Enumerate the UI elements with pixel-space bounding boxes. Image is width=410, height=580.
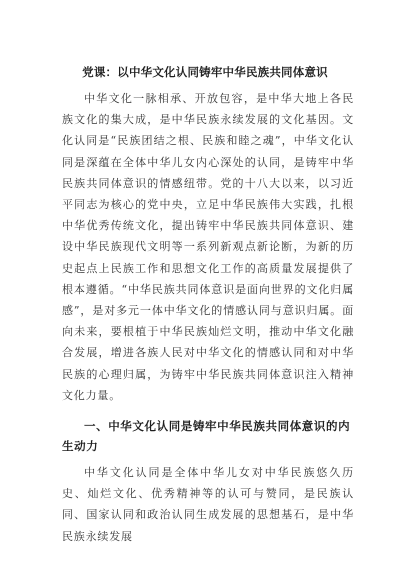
section-heading: 一、中华文化认同是铸牢中华民族共同体意识的内生动力 (62, 419, 351, 453)
body-paragraph-1: 中华文化一脉相承、开放包容，是中华大地上各民族文化的集大成，是中华民族永续发展的文化基因。文化认同是“民族团结之根、民族和睦之魂”，中华文化认同是深蕴在全体中华儿女内心深处的认同，是铸牢中华民族共同体意识的情感纽带。党的十八大以来，以习近平同志为核心的党中央，立足中华民族伟大实践，扎根中华优秀传统文化，提出铸牢中华民族共同体意识、建设中华民族现代文明等一系列新观点新论断，为新的历史起点上民族工作和思想文化工作的高质量发展提供了根本遵循。“中华民族共同体意识是面向世界的文化归属感”，是对多元一体中华文化的情感认同与意识归属。面向未来，要根植于中华民族灿烂文明，推动中华文化融合发展，增进各族人民对中华文化的情感认同和对中华民族的心理归属，为铸牢中华民族共同体意识注入精神文化力量。 (62, 92, 354, 402)
body-paragraph-2: 中华文化认同是全体中华儿女对中华民族悠久历史、灿烂文化、优秀精神等的认可与赞同，是民族认同、国家认同和政治认同生成发展的思想基石，是中华民族永续发展 (62, 466, 354, 543)
document-title: 党课：以中华文化认同铸牢中华民族共同体意识 (82, 65, 328, 79)
